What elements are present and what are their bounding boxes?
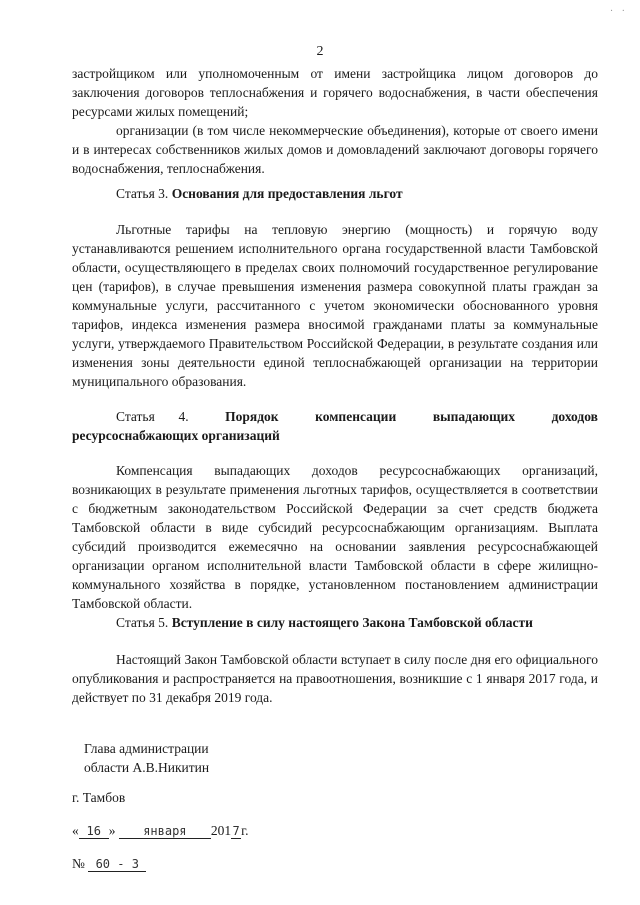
intro-text-1: застройщиком или уполномоченным от имени застройщика лицом договоров до заключения договоров теплоснабжения и горячего водоснабжения, в части обеспечения ресурсами жилых помещений; <box>72 66 598 119</box>
date-year-suffix: г. <box>241 823 249 838</box>
date-open-quote: « <box>72 823 79 838</box>
article-5-heading <box>116 613 598 632</box>
intro-text-2: организации (в том числе некоммерческие объединения), которые от своего имени и в интересах собственников жилых домов и домовладений заключают договоры горячего водоснабжения, теплоснабжения. <box>72 123 598 176</box>
article-3-prefix: Статья 3. <box>116 186 169 201</box>
article-3-title: Основания для предоставления льгот <box>171 186 403 201</box>
signature-block <box>84 739 209 777</box>
article-4-word-1: Порядок <box>225 409 279 424</box>
article-4-body <box>72 461 598 613</box>
article-4-heading <box>72 407 598 445</box>
article-3-text: Льготные тарифы на тепловую энергию (мощность) и горячую воду устанавливаются решением исполнительного органа государственной власти Тамбовской области, осуществляющего в пределах своих полномочий государственное регулирование цен (тарифов), в случае превышения изменения размера совокупной платы граждан за коммунальные услуги, рассчитанного с учетом экономически обоснованного уровня тарифов, индекса изменения размера вносимой гражданами платы за коммунальные услуги, утверждаемого Правительством Российской Федерации, в результате создания или изменения зоны деятельности единой теплоснабжающей организации на территории муниципального образования. <box>72 222 598 389</box>
article-5-title: Вступление в силу настоящего Закона Тамбовской области <box>171 615 533 630</box>
signature-line-2: области А.В.Никитин <box>84 760 210 775</box>
article-4-word-4: доходов <box>551 409 598 424</box>
city: г. Тамбов <box>72 790 126 805</box>
date-month: января <box>119 824 211 839</box>
article-4-word-3: выпадающих <box>432 409 515 424</box>
date-close-quote: » <box>108 823 116 838</box>
intro-paragraph-2 <box>72 121 598 178</box>
article-4-title-line-2: ресурсоснабжающих организаций <box>72 428 280 443</box>
article-3-body <box>72 220 598 391</box>
document-number <box>72 856 146 872</box>
page-number: 2 <box>316 44 324 59</box>
article-5-text: Настоящий Закон Тамбовской области вступает в силу после дня его официального опубликования и распространяется на правоотношения, возникшие с 1 января 2017 года, и действует по 31 декабря 2019 года. <box>72 652 598 705</box>
article-4-text: Компенсация выпадающих доходов ресурсоснабжающих организаций, возникающих в результате применения льготных тарифов, осуществляется в соответствии с бюджетным законодательством Российской Федерации за счет средств бюджета Тамбовской области в виде субсидий ресурсоснабжающим организациям. Выплата субсидий производится ежемесячно на основании заявления ресурсоснабжающей организации органом исполнительной власти Тамбовской области в сфере жилищно-коммунального хозяйства в порядке, установленном постановлением администрации Тамбовской области. <box>72 463 598 611</box>
article-5-body <box>72 650 598 707</box>
article-4-word-2: компенсации <box>315 409 397 424</box>
intro-paragraph-1 <box>72 64 598 121</box>
number-value: 60 - 3 <box>88 857 146 872</box>
article-4-prefix: Статья <box>116 409 155 424</box>
article-4-number: 4. <box>178 409 189 424</box>
corner-mark: · · <box>609 6 628 17</box>
signature-line-1: Глава администрации <box>84 741 209 756</box>
number-label: № <box>72 856 85 871</box>
article-3-heading <box>116 184 598 203</box>
article-5-prefix: Статья 5. <box>116 615 169 630</box>
date-line <box>72 823 249 839</box>
date-day: 16 <box>79 824 109 839</box>
date-year-digit: 7 <box>232 824 240 838</box>
date-year-prefix: 201 <box>210 823 232 838</box>
